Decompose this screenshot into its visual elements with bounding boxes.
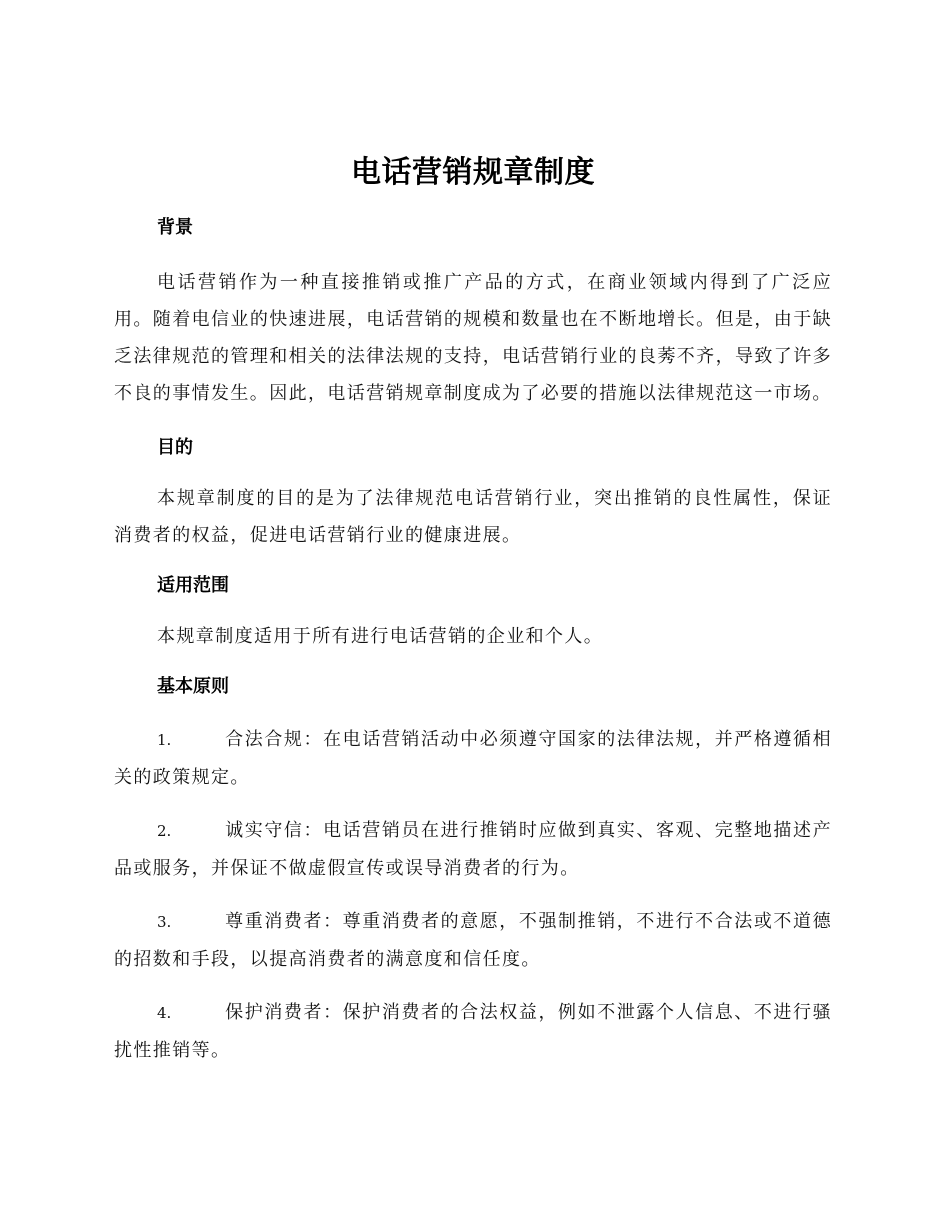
list-item-number: 2. (157, 822, 172, 840)
list-item-text: 保护消费者：保护消费者的合法权益，例如不泄露个人信息、不进行骚扰性推销等。 (114, 1002, 832, 1061)
section-body-scope: 本规章制度适用于所有进行电话营销的企业和个人。 (157, 626, 604, 647)
section-heading-principles: 基本原则 (157, 676, 229, 697)
document-content (114, 150, 832, 1069)
spacer (114, 796, 832, 812)
list-item-number: 4. (157, 1004, 172, 1022)
spacer (114, 887, 832, 903)
list-item (114, 903, 832, 978)
spacer (114, 655, 832, 669)
section-heading-scope: 适用范围 (157, 575, 229, 596)
section-body-purpose: 本规章制度的目的是为了法律规范电话营销行业，突出推销的良性属性，保证消费者的权益，促进电话营销行业的健康进展。 (114, 488, 832, 546)
list-item-text: 尊重消费者：尊重消费者的意愿，不强制推销，不进行不合法或不道德的招数和手段，以提高消费者的满意度和信任度。 (114, 911, 832, 970)
list-item-number: 3. (157, 913, 172, 931)
list-item-number: 1. (157, 731, 172, 749)
spacer (114, 246, 832, 264)
spacer (114, 466, 832, 480)
list-item-text: 诚实守信：电话营销员在进行推销时应做到真实、客观、完整地描述产品或服务，并保证不做虚假宣传或误导消费者的行为。 (114, 820, 832, 879)
list-item (114, 812, 832, 887)
spacer (114, 705, 832, 721)
section-body-background: 电话营销作为一种直接推销或推广产品的方式，在商业领域内得到了广泛应用。随着电信业的快速进展，电话营销的规模和数量也在不断地增长。但是，由于缺乏法律规范的管理和相关的法律法规的支持，电话营销行业的良莠不齐，导致了许多不良的事情发生。因此，电话营销规章制度成为了必要的措施以法律规范这一市场。 (114, 272, 832, 404)
document-title: 电话营销规章制度 (351, 155, 595, 190)
list-item (114, 994, 832, 1069)
spacer (114, 196, 832, 210)
list-item (114, 721, 832, 796)
spacer (114, 412, 832, 430)
spacer (114, 554, 832, 568)
section-heading-purpose: 目的 (157, 437, 193, 458)
spacer (114, 604, 832, 618)
list-item-text: 合法合规：在电话营销活动中必须遵守国家的法律法规，并严格遵循相关的政策规定。 (114, 729, 832, 788)
section-heading-background: 背景 (157, 217, 193, 238)
spacer (114, 978, 832, 994)
